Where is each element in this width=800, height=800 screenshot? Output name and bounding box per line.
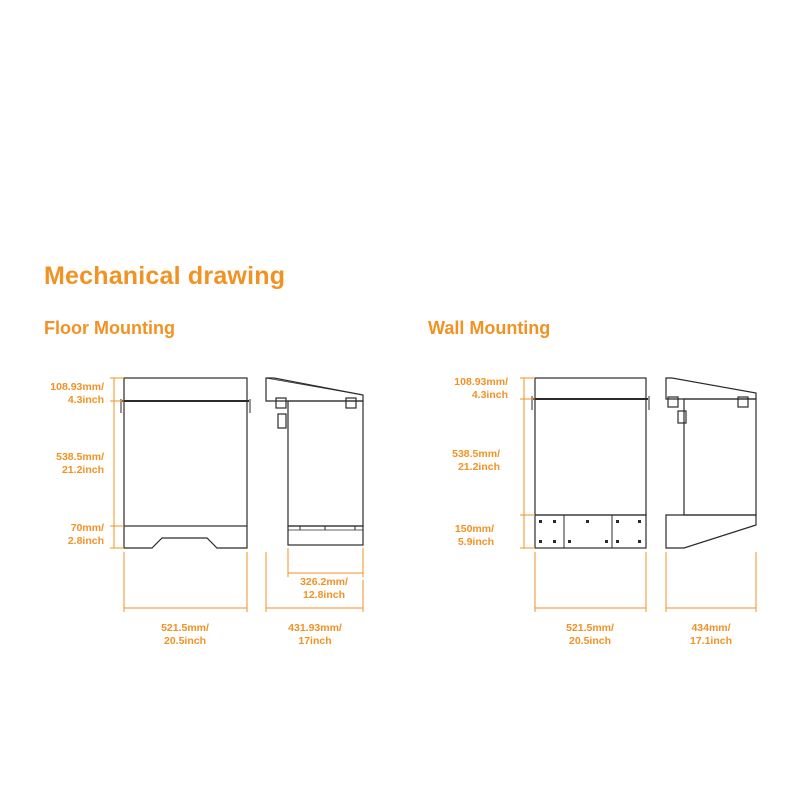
floor-top-dimension xyxy=(30,381,104,407)
wall-width-mm: 521.5mm/ xyxy=(566,622,614,634)
floor-mounting-heading: Floor Mounting xyxy=(44,318,175,338)
floor-base-dimension xyxy=(30,522,104,548)
wall-bracket-inch: 5.9inch xyxy=(457,536,494,548)
wall-front-view xyxy=(532,378,649,548)
wall-mounting-heading: Wall Mounting xyxy=(428,318,551,338)
wall-body-dimension xyxy=(430,448,500,474)
floor-side-view xyxy=(266,378,363,545)
floor-width-mm: 521.5mm/ xyxy=(161,622,209,634)
wall-side-view xyxy=(666,378,756,548)
wall-top-inch: 4.3inch xyxy=(471,389,508,401)
wall-body-inch: 21.2inch xyxy=(457,461,500,473)
wall-width-dimension xyxy=(540,622,640,648)
floor-depth-inch: 17inch xyxy=(298,635,332,647)
floor-depth-mm: 431.93mm/ xyxy=(288,622,342,634)
floor-base-mm: 70mm/ xyxy=(70,522,104,534)
floor-inner-depth-dimension xyxy=(279,576,369,602)
floor-width-dimension xyxy=(135,622,235,648)
wall-body-mm: 538.5mm/ xyxy=(452,448,500,460)
floor-front-view xyxy=(121,378,250,548)
floor-inner-depth-mm: 326.2mm/ xyxy=(300,576,348,588)
wall-width-inch: 20.5inch xyxy=(568,635,612,647)
wall-depth-dimension xyxy=(665,622,757,648)
floor-body-mm: 538.5mm/ xyxy=(56,451,104,463)
floor-body-dimension xyxy=(30,451,104,477)
floor-top-inch: 4.3inch xyxy=(67,394,104,406)
floor-depth-dimension xyxy=(265,622,365,648)
floor-top-mm: 108.93mm/ xyxy=(50,381,104,393)
floor-base-inch: 2.8inch xyxy=(67,535,104,547)
wall-depth-mm: 434mm/ xyxy=(691,622,731,634)
wall-top-mm: 108.93mm/ xyxy=(454,376,508,388)
wall-depth-inch: 17.1inch xyxy=(689,635,733,647)
wall-bracket-dimension xyxy=(430,523,494,549)
page-title: Mechanical drawing xyxy=(44,262,286,290)
floor-body-inch: 21.2inch xyxy=(61,464,104,476)
wall-top-dimension xyxy=(430,376,508,402)
floor-width-inch: 20.5inch xyxy=(163,635,207,647)
wall-bracket-mm: 150mm/ xyxy=(454,523,494,535)
floor-inner-depth-inch: 12.8inch xyxy=(302,589,346,601)
dimension-lines xyxy=(110,378,756,612)
